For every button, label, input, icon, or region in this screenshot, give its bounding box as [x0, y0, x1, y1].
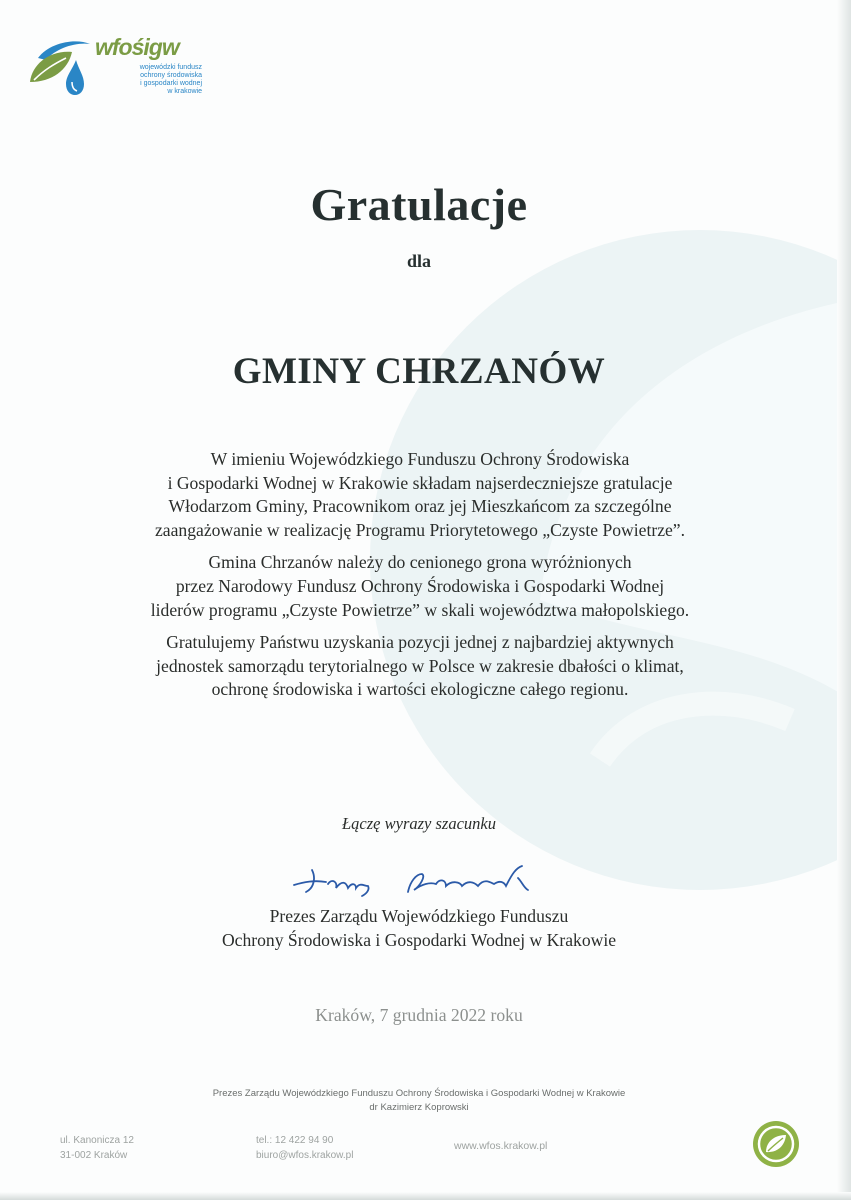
body-line: przez Narodowy Fundusz Ochrony Środowiska i Gospodarki Wodnej	[175, 575, 665, 596]
body-line: ochronę środowiska i wartości ekologiczne całego regionu.	[211, 679, 629, 700]
address-line: ul. Kanonicza 12	[60, 1135, 134, 1146]
logo-fund-name	[102, 64, 202, 96]
leaf-water-drop-icon	[28, 36, 94, 98]
footer-president	[0, 1087, 838, 1115]
eco-leaf-badge-icon	[752, 1120, 800, 1168]
phone-text: tel.: 12 422 94 90	[256, 1135, 334, 1146]
signer-line: Prezes Zarządu Wojewódzkiego Funduszu	[269, 906, 569, 926]
email-text: biuro@wfos.krakow.pl	[256, 1150, 354, 1161]
body-paragraph	[100, 448, 740, 542]
body-line: Gratulujemy Państwu uzyskania pozycji jednej z najbardziej aktywnych	[166, 632, 674, 653]
footer-address	[60, 1133, 134, 1163]
body-line: liderów programu „Czyste Powietrze” w skali województwa małopolskiego.	[150, 599, 690, 620]
body-line: zaangażowanie w realizację Programu Priorytetowego „Czyste Powietrze”.	[154, 519, 686, 540]
body-line: W imieniu Wojewódzkiego Funduszu Ochrony Środowiska	[210, 449, 630, 469]
signer-line: Ochrony Środowiska i Gospodarki Wodnej w Krakowie	[221, 929, 617, 950]
footer-contact	[256, 1133, 353, 1163]
footer-line: Prezes Zarządu Wojewódzkiego Funduszu Ochrony Środowiska i Gospodarki Wodnej w Krakowie	[212, 1088, 626, 1099]
for-word: dla	[406, 251, 431, 271]
body-paragraph	[100, 551, 740, 622]
handwritten-signature	[290, 858, 540, 898]
logo-line: w krakowie	[167, 88, 202, 95]
body-line: Włodarzom Gminy, Pracownikom oraz jej Mieszkańcom za szczególne	[168, 496, 672, 517]
wfosigw-logo	[28, 36, 208, 106]
signer-title	[0, 905, 838, 952]
page-bottom-shadow	[0, 1192, 851, 1200]
address-line: 31-002 Kraków	[60, 1150, 128, 1161]
certificate-body	[100, 448, 740, 711]
certificate-title: Gratulacje	[310, 179, 528, 230]
place-and-date: Kraków, 7 grudnia 2022 roku	[315, 1005, 523, 1025]
footer-line: dr Kazimierz Koprowski	[369, 1102, 469, 1113]
footer-website: www.wfos.krakow.pl	[454, 1140, 548, 1152]
closing-salutation: Łączę wyrazy szacunku	[342, 814, 496, 833]
logo-line: wojewódzki fundusz	[139, 64, 202, 71]
page-edge-shadow	[837, 0, 851, 1200]
logo-brand-name: wfośigw	[95, 34, 179, 60]
recipient-name: GMINY CHRZANÓW	[232, 351, 606, 392]
logo-line: ochrony środowiska	[140, 72, 202, 79]
logo-line: i gospodarki wodnej	[140, 80, 202, 87]
body-line: jednostek samorządu terytorialnego w Polsce w zakresie dbałości o klimat,	[156, 655, 684, 676]
body-line: Gmina Chrzanów należy do cenionego grona wyróżnionych	[208, 552, 632, 573]
body-paragraph	[100, 631, 740, 702]
body-line: i Gospodarki Wodnej w Krakowie składam najserdeczniejsze gratulacje	[167, 472, 673, 493]
